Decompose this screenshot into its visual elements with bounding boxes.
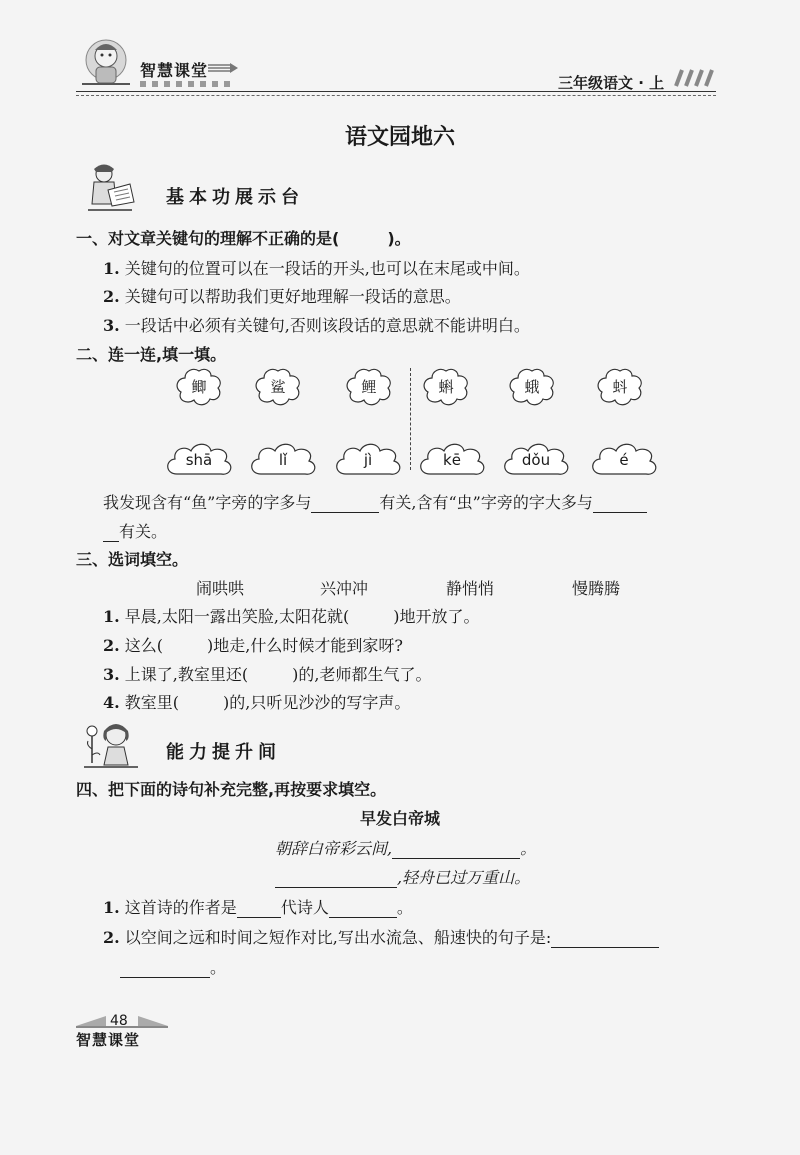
q3-item-1: 1. 早晨,太阳一露出笑脸,太阳花就( )地开放了。 bbox=[103, 607, 480, 626]
q3-stem: 三、选词填空。 bbox=[76, 550, 189, 569]
poem-blank-1[interactable] bbox=[392, 840, 520, 859]
q2-sentence-cont: 有关。 bbox=[103, 519, 167, 542]
girl-flower-icon bbox=[82, 717, 140, 771]
author-blank[interactable] bbox=[329, 899, 397, 918]
pinyin-6: é bbox=[619, 451, 629, 469]
footer-brand: 智慧课堂 bbox=[76, 1031, 141, 1049]
dynasty-blank[interactable] bbox=[237, 899, 281, 918]
q1-stem bbox=[76, 226, 411, 249]
dot-strip-decoration bbox=[140, 80, 230, 88]
pinyin-3: jì bbox=[363, 451, 373, 469]
page-number: 48 bbox=[110, 1013, 128, 1029]
dashed-divider bbox=[410, 368, 411, 470]
q4-item-1: 1. 这首诗的作者是 代诗人 。 bbox=[103, 898, 413, 917]
q1-stem-end: )。 bbox=[387, 229, 411, 248]
header-rule bbox=[76, 91, 716, 92]
q1-option-2: 2. 关键句可以帮助我们更好地理解一段话的意思。 bbox=[103, 287, 461, 306]
word-option-2: 兴冲冲 bbox=[320, 579, 369, 598]
pinyin-1: shā bbox=[185, 451, 213, 469]
q2-sentence: 我发现含有“鱼”字旁的字多与 有关,含有“虫”字旁的字大多与 bbox=[103, 490, 647, 513]
character-2: 鲨 bbox=[270, 378, 286, 396]
pinyin-2: lǐ bbox=[278, 451, 288, 469]
word-option-4: 慢腾腾 bbox=[572, 579, 621, 598]
character-6: 蚪 bbox=[612, 378, 628, 396]
q4-item-2: 2. 以空间之远和时间之短作对比,写出水流急、船速快的句子是: bbox=[103, 925, 659, 948]
q1-option-3: 3. 一段话中必须有关键句,否则该段话的意思就不能讲明白。 bbox=[103, 316, 530, 335]
header-rule-dashed bbox=[76, 95, 716, 96]
stripes-decoration bbox=[670, 68, 716, 88]
poem-title: 早发白帝城 bbox=[359, 809, 440, 828]
grade-label: 三年级语文 · 上 bbox=[558, 74, 665, 92]
q4-stem: 四、把下面的诗句补充完整,再按要求填空。 bbox=[76, 780, 387, 799]
page-title: 语文园地六 bbox=[344, 124, 455, 150]
blank-insect-answer[interactable] bbox=[593, 494, 647, 513]
poem-line-1: 朝辞白帝彩云间, 。 bbox=[275, 839, 537, 858]
q3-item-2: 2. 这么( )地走,什么时候才能到家呀? bbox=[103, 636, 403, 655]
q3-item-3: 3. 上课了,教室里还( )的,老师都生气了。 bbox=[103, 665, 432, 684]
q1-stem-text: 一、对文章关键句的理解不正确的是( bbox=[76, 229, 340, 248]
arrow-icon bbox=[208, 62, 240, 74]
character-1: 鲫 bbox=[191, 378, 207, 396]
mascot-icon bbox=[76, 34, 136, 92]
poem-line-2: ,轻舟已过万重山。 bbox=[275, 865, 530, 888]
q2-stem: 二、连一连,填一填。 bbox=[76, 345, 227, 364]
q1-option-1: 1. 关键句的位置可以在一段话的开头,也可以在末尾或中间。 bbox=[103, 259, 530, 278]
poem-blank-2[interactable] bbox=[275, 869, 397, 888]
character-3: 鲤 bbox=[361, 378, 377, 396]
pinyin-5: dǒu bbox=[521, 451, 551, 469]
student-reading-icon bbox=[82, 160, 138, 216]
q4-item-2-cont: 。 bbox=[120, 955, 226, 978]
section-ability-title: 能力提升间 bbox=[166, 742, 281, 763]
section-basic-title: 基本功展示台 bbox=[166, 187, 304, 208]
pinyin-4: kē bbox=[443, 451, 461, 469]
contrast-sentence-blank[interactable] bbox=[551, 929, 659, 948]
contrast-sentence-blank-cont[interactable] bbox=[120, 959, 210, 978]
q3-item-4: 4. 教室里( )的,只听见沙沙的写字声。 bbox=[103, 693, 411, 712]
word-option-1: 闹哄哄 bbox=[196, 579, 245, 598]
word-option-3: 静悄悄 bbox=[446, 579, 495, 598]
blank-insect-answer-cont[interactable] bbox=[103, 523, 119, 542]
character-4: 蝌 bbox=[438, 378, 454, 396]
blank-fish-answer[interactable] bbox=[311, 494, 379, 513]
character-5: 蛾 bbox=[524, 378, 540, 396]
brand-label: 智慧课堂 bbox=[140, 61, 209, 80]
